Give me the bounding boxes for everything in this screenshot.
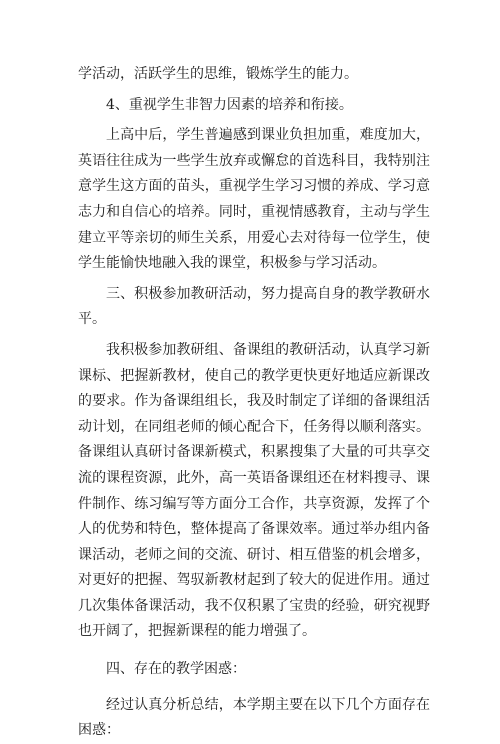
paragraph-analysis-summary: 经过认真分析总结，本学期主要在以下几个方面存在困惑：: [78, 696, 430, 739]
heading-non-intellectual-factors: 4、重视学生非智力因素的培养和衔接。: [106, 96, 353, 113]
heading-teaching-confusions: 四、存在的教学困惑：: [106, 661, 246, 678]
paragraph-research-activities: 我积极参加教研组、备课组的教研活动，认真学习新课标、把握新教材，使自己的教学更快更好地适应新课改的要求。作为备课组组长，我及时制定了详细的备课组活动计划，在同组老师的倾心配合下，任务得以顺利落实。备课组认真研讨备课新模式，积累搜集了大量的可共享交流的课程资源，此外，高一英语备课组还在材料搜寻、课件制作、练习编写等方面分工合作，共享资源，发挥了个人的优势和特色，整体提高了备课效率。通过举办组内备课活动，老师之间的交流、研讨、相互借鉴的机会增多，对更好的把握、驾驭新教材起到了较大的促进作用。通过几次集体备课活动，我不仅积累了宝贵的经验，研究视野也开阔了，把握新课程的能力增强了。: [78, 341, 430, 640]
document-page: [78, 62, 430, 744]
paragraph-continued: 学活动，活跃学生的思维，锻炼学生的能力。: [78, 66, 358, 82]
heading-teaching-research: 三、积极参加教研活动，努力提高自身的教学教研水平。: [78, 285, 430, 328]
paragraph-study-habits: 上高中后，学生普遍感到课业负担加重，难度加大，英语往往成为一些学生放弃或懈怠的首选科目，我特别注意学生这方面的苗头，重视学生学习习惯的养成、学习意志力和自信心的培养。同时，重视情感教育，主动与学生建立平等亲切的师生关系，用爱心去对待每一位学生，使学生能愉快地融入我的课堂，积极参与学习活动。: [78, 127, 430, 272]
